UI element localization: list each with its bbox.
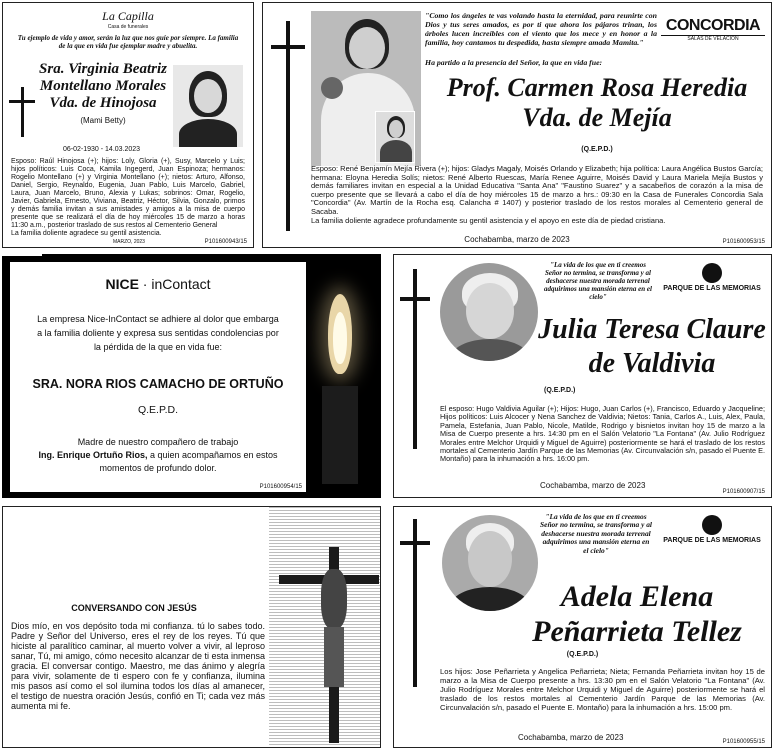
condolence-text: La empresa Nice-InContact se adhiere al dolor que embarga a la familia doliente y expresa sus sentidas condolencias por la pérdida de la que en vida fue:	[37, 314, 279, 352]
life-dates: 06-02-1930 - 14.03.2023	[63, 146, 141, 153]
quote: "Como los ángeles te vas volando hasta la eternidad, para reunirte con Dios y tus seres amados, es por ti que ahora los pájaros trinan, los árboles lucen increíbles con el viento que los mece y en honor a la familia, hoy cantamos tu despedida, hasta siempre amada Mamita."	[425, 11, 657, 47]
brand-logo: PARQUE DE LAS MEMORIAS	[656, 515, 768, 544]
parque-logo-icon	[702, 263, 722, 283]
prayer-title: CONVERSANDO CON JESÚS	[71, 603, 197, 613]
deceased-name: Julia Teresa Claure de Valdivia	[538, 314, 766, 379]
family-text: Esposo: Raúl Hinojosa (+); hijos: Loly, Gloria (+), Susy, Marcelo y Luis; hijos políticos: Luis Coca, Kamila Ingegerd, Juan Espinoza; hermanos: Rogelio Montellano (+) y Virginia Montellano (+); nietos: Arturo, Alfonso, Daniel, Sergio, Reynaldo, Eugenia, Juan Pablo, Luis Marcelo, Gabriel, Laura, Juan Marcelo, Bruno, Alexia y Lukas; sobrinos: Omar, Rogelio, Javier, Gabriela, Ernesto, Viviana, Beatriz, Héctor, Silvia, Gonzalo, primos y demás familia invitan a sus amistades y amigos a la misa de cuerpo presente que se realizará el día de hoy miércoles 15 de marzo a horas 11:30 a.m., posterior traslado de sus restos al Cementerio General La familia doliente agradece su gentil asistencia.	[11, 158, 245, 237]
ad-code: P101600955/15	[722, 739, 765, 745]
candle-icon	[320, 294, 360, 484]
deceased-name: Prof. Carmen Rosa Heredia Vda. de Mejía	[446, 73, 748, 132]
deceased-name: Sra. Virginia Beatriz Montellano Morales Vda. de Hinojosa	[39, 61, 167, 111]
cross-icon	[9, 87, 35, 137]
portrait-photo	[440, 263, 538, 361]
cross-icon	[400, 519, 430, 687]
qepd: (Q.E.P.D.)	[544, 387, 576, 394]
nickname: (Mami Betty)	[80, 116, 126, 125]
ad-code: P101600907/15	[722, 489, 765, 495]
brand-logo: NICE · inContact	[105, 276, 211, 292]
deceased-name: Adela Elena Peñarrieta Tellez	[532, 580, 742, 648]
obituary-adela-penarrieta	[393, 506, 772, 748]
intro-text: Ha partido a la presencia del Señor, la que en vida fue:	[425, 58, 603, 67]
obituary-virginia-montellano	[2, 2, 254, 248]
message-panel	[10, 262, 306, 492]
ad-code: P101600954/15	[259, 484, 302, 490]
cross-icon	[400, 269, 430, 449]
portrait-photo	[173, 65, 243, 147]
obituary-carmen-heredia	[262, 2, 772, 248]
family-text: Esposo: René Benjamín Mejía Rivera (+); hijos: Gladys Magaly, Moisés Orlando y Elizabeth; hija política: Laura Angélica Bustos García; hermana: Eloyna Heredia Solís; nietos: René Alberto Ruescas, María Renee Aguirre, Moisés David y Laura Mariela Mejía Bustos y demás familiares invitan en especial a la Unidad Educativa "Santa Ana" "Faustino Suarez" y a sacabeños de corazón a la misa de cuerpo presente que se llevará a cabo el día de hoy miércoles 15 de marzo a hrs.: 09:30 en la Casa de Funerales Concordia Sala "Concordia" (Av. Martín de la Rocha esq. Calancha # 1407) y posterior traslado de los restos morales al Cementerio general de Sacaba. La familia doliente agradece profundamente su gentil asistencia y el apoyo en este día de piedad cristiana.	[311, 164, 763, 225]
family-text: El esposo: Hugo Valdivia Aguilar (+); Hijos: Hugo, Juan Carlos (+), Francisco, Eduardo y Jacqueline; Hijos políticos: Luis Alcocer y Nena Sanchez de Valdivia; Nietos: Tania, Carlos A., Luis, Alex, Paula, Pamela, Estefania, Juan Pablo, Nicole, Matilde, Rodrigo y bisnietos invitan hoy 15 de marzo a la Misa de Cuerpo presente a hrs. 14:30 pm en el Salón Velatorio "La Fontana" (Av. Julio Rodríguez Morales entre Melchor Urquidi y Miguel de Aguirre) posteriormente se hará el traslado de los restos mortales al Cementerio Jardín Parque de las Memorias (Av. Circunvalación s/n, pasado el Puente E. Montaño) para la inhumación a hrs. 16:00 pm.	[440, 404, 765, 464]
quote: Tu ejemplo de vida y amor, serán la luz que nos guíe por siempre. La familia de la que en vida fue ejemplar madre y abuelita.	[17, 34, 239, 50]
qepd: Q.E.P.D.	[137, 404, 179, 416]
brand-logo: CONCORDIA SALAS DE VELACIÓN	[661, 17, 765, 42]
relation-text: Madre de nuestro compañero de trabajo Ing. Enrique Ortuño Rios, a quien acompañamos en estos momentos de profundo dolor.	[38, 437, 278, 473]
qepd: (Q.E.P.D.)	[566, 651, 599, 658]
crucifix-image	[269, 507, 381, 748]
deceased-name: SRA. NORA RIOS CAMACHO DE ORTUÑO	[32, 377, 284, 391]
ad-code: P101600943/15	[204, 239, 247, 245]
place-date: Cochabamba, marzo de 2023	[540, 481, 646, 490]
cross-icon	[271, 21, 305, 231]
rose-icon	[321, 77, 343, 99]
brand-logo: PARQUE DE LAS MEMORIAS	[656, 263, 768, 292]
ad-code: P101600953/15	[722, 239, 765, 245]
quote: "La vida de los que en ti creemos Señor no termina, se transforma y al deshacerse nuestra morada terrenal adquirimos una mansión eterna en el cielo"	[540, 512, 652, 555]
obituary-julia-claure	[393, 254, 772, 498]
parque-logo-icon	[702, 515, 722, 535]
inset-photo	[375, 111, 415, 163]
qepd: (Q.E.P.D.)	[581, 146, 613, 153]
place-date: Cochabamba, marzo de 2023	[518, 733, 624, 742]
quote: "La vida de los que en ti creemos Señor no termina, se transforma y al deshacerse nuestra morada terrenal adquirimos una mansión eterna en el cielo"	[544, 261, 652, 301]
date: MARZO, 2023	[113, 239, 145, 245]
place-date: Cochabamba, marzo de 2023	[464, 235, 570, 244]
prayer-conversando-con-jesus	[2, 506, 381, 748]
brand-logo: La Capilla Casa de funerales	[102, 9, 154, 30]
prayer-text: Dios mío, en vos depósito toda mi confianza. tú lo sabes todo. Padre y Señor del Universo, eres el rey de los reyes. Tú que hiciste al paralítico caminar, al muerto volver a vivir, al leproso sanar, Tú, mi amigo, cómo necesito alcanzar de ti esta inmensa gracia. El conversar contigo. Maestro, me das ánimo y alegría para vivir, solamente de ti espero con fe y confianza, ilumina mis pasos así como el sol ilumina todos los días al amanecer, el testigo de nuestra oración Jesús, confió en Ti; cada vez más aumenta mi fe.	[11, 621, 265, 711]
family-text: Los hijos: Jose Peñarrieta y Angelica Peñarrieta; Nieta; Fernanda Peñarrieta invitan hoy 15 de marzo a la Misa de Cuerpo presente a hrs. 13:30 pm en el Salón Velatorio "La Fontana" (Av. Julio Rodríguez Morales entre Melchor Urquidi y Miguel de Aguirre) posteriormente se hará el traslado de los restos mortales al Cementerio Jardín Parque de las Memorias (Av. Circunvalación s/n, pasado el Puente E. Montaño) para la inhumación a hrs. 15:00 pm.	[440, 667, 765, 712]
condolence-nice-incontact	[2, 254, 381, 498]
